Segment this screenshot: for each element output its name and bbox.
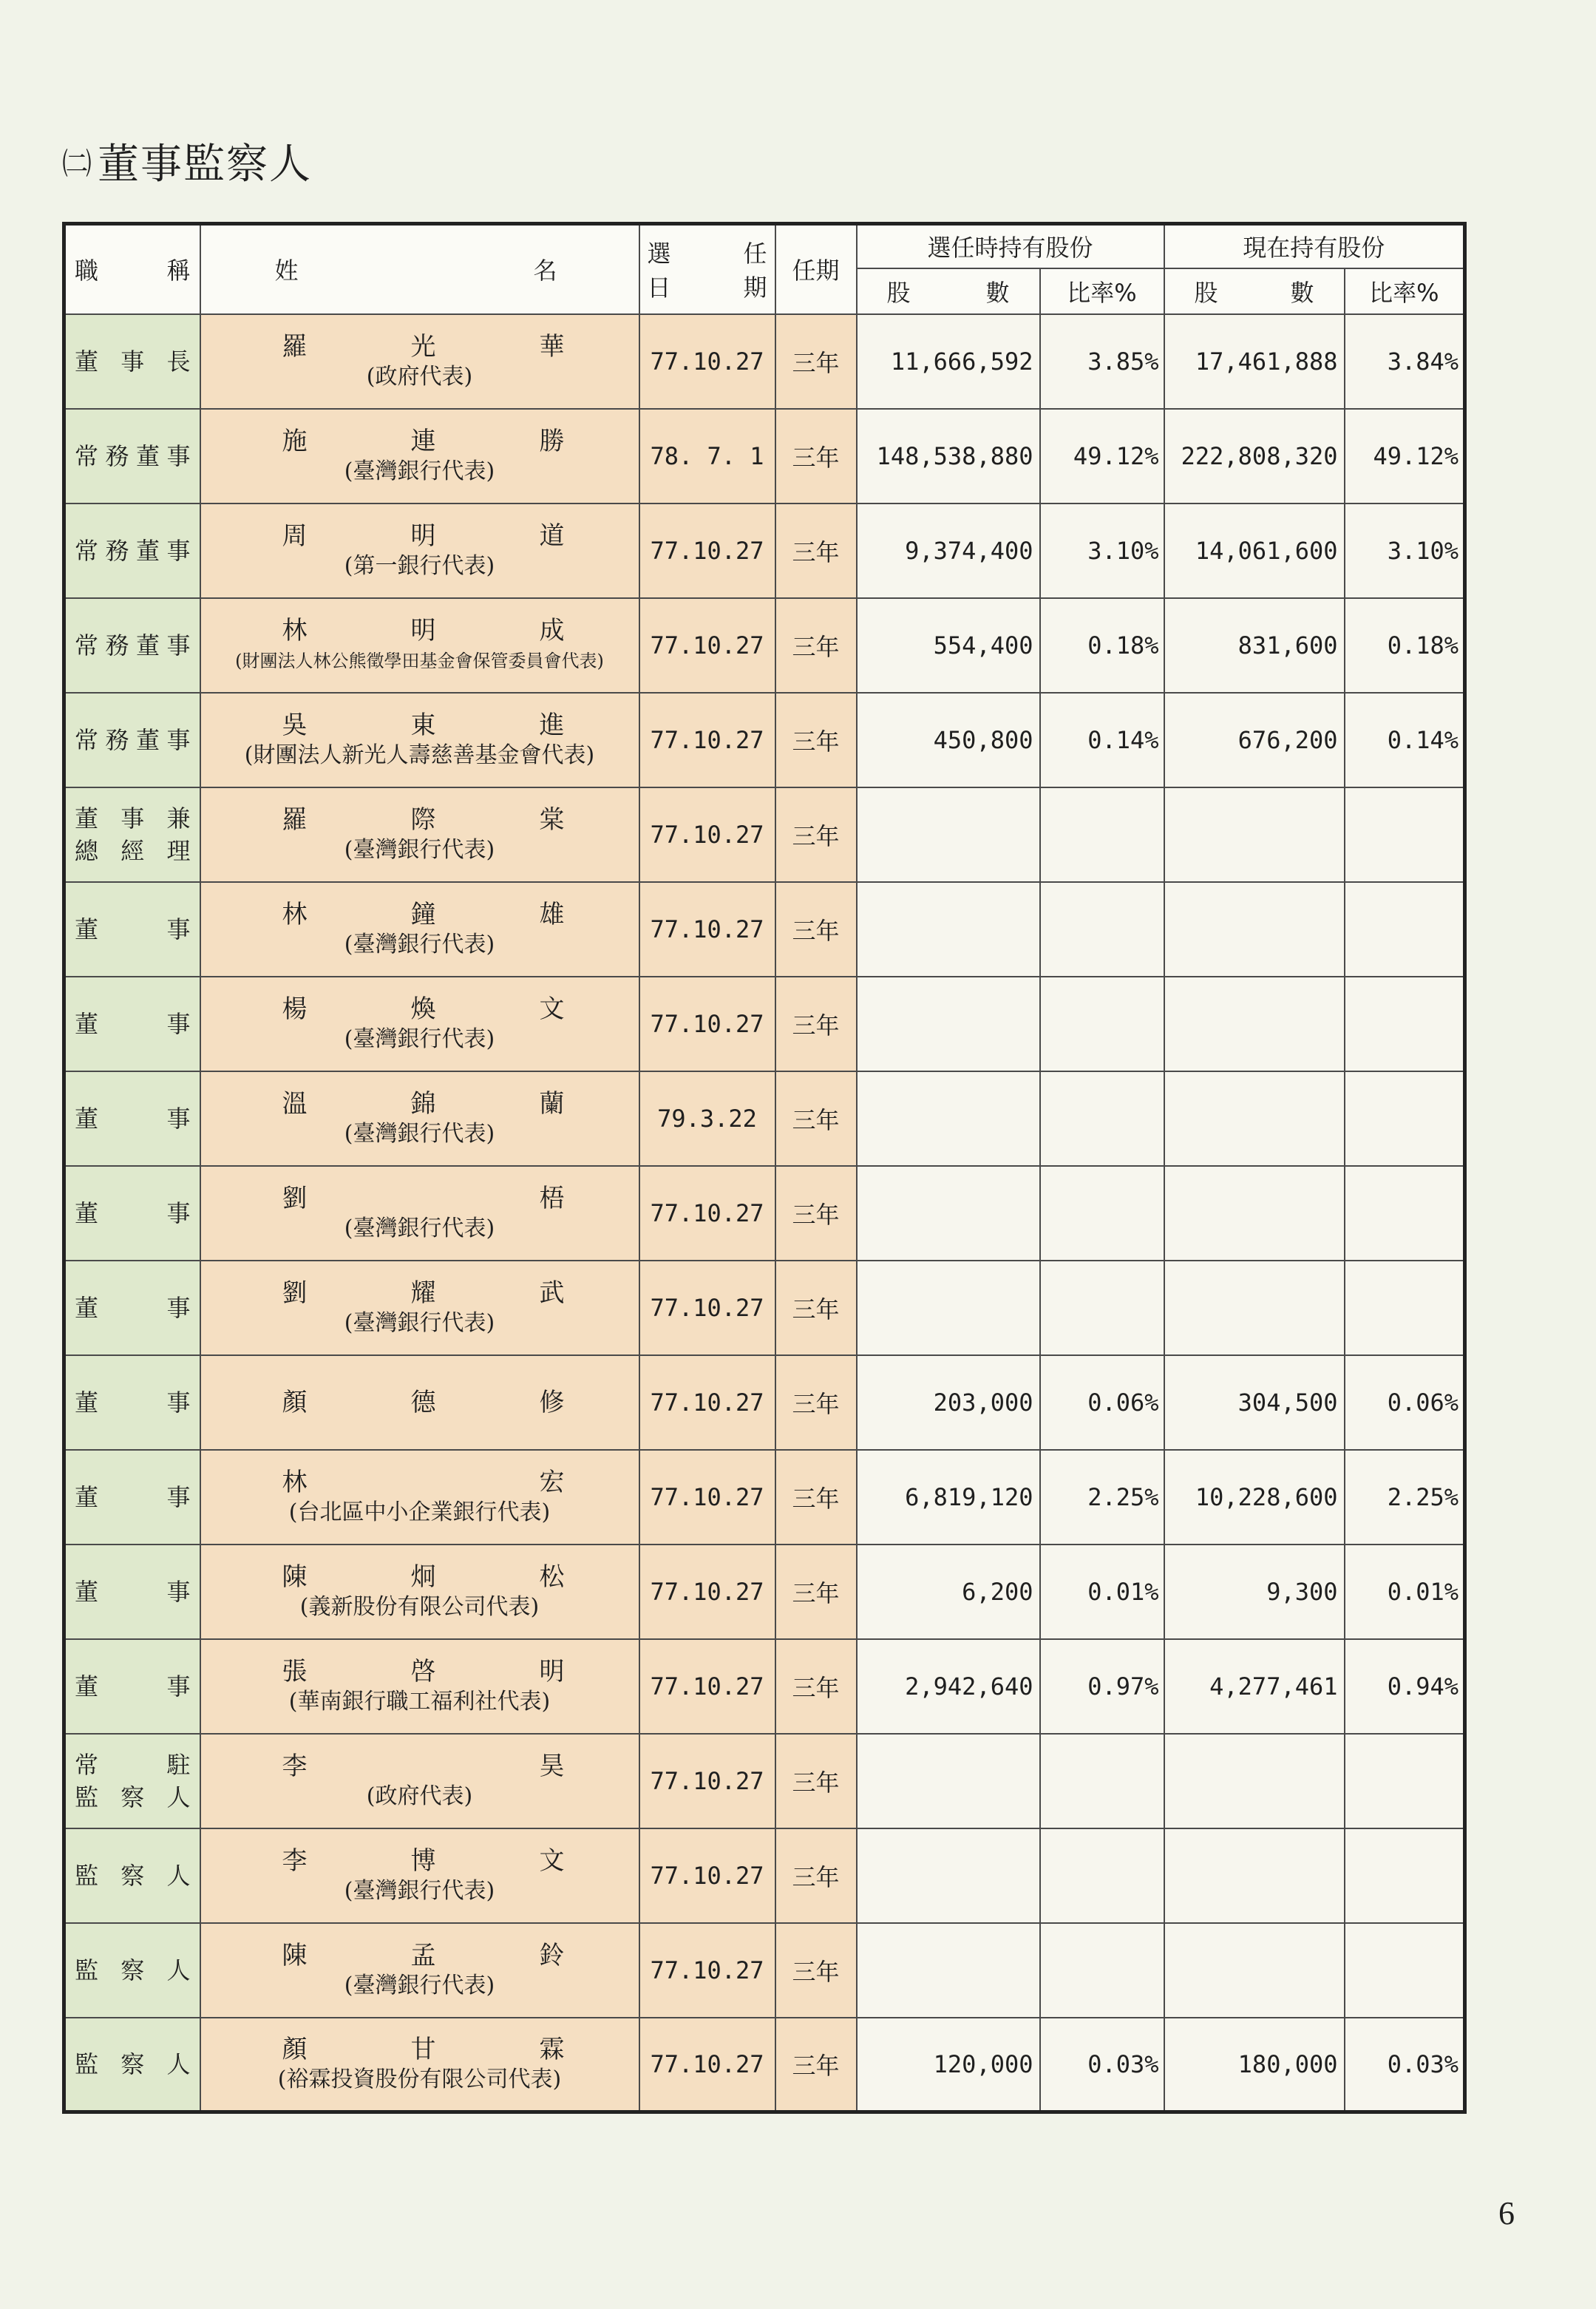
- name-chars: 顏 甘 霖: [282, 2034, 565, 2064]
- representation-note: (政府代表): [366, 1783, 473, 1809]
- election-shares: 6,200: [857, 1545, 1040, 1639]
- table-row: [64, 409, 1465, 503]
- name-chars: 林 鐘 雄: [282, 899, 565, 929]
- name-chars: 張 啓 明: [282, 1656, 565, 1686]
- current-shares: [1164, 1923, 1345, 2018]
- section-heading: [62, 132, 312, 191]
- header-title: 職 稱: [64, 224, 200, 314]
- representation-note: (政府代表): [366, 363, 473, 390]
- header-date: 選 任 日 期: [639, 224, 775, 314]
- table-body: [64, 314, 1465, 2112]
- term-length: 三年: [775, 882, 857, 977]
- election-ratio: 0.14%: [1040, 693, 1164, 787]
- election-shares: [857, 1923, 1040, 2018]
- header-current-ratio: 比率%: [1345, 268, 1465, 314]
- header-term: 任期: [775, 224, 857, 314]
- table-row: [64, 1071, 1465, 1166]
- person-name: [200, 787, 639, 882]
- election-ratio: [1040, 977, 1164, 1071]
- position-title: 董 事 兼 總 經 理: [64, 787, 200, 882]
- current-ratio: [1345, 1828, 1465, 1923]
- election-ratio: 0.03%: [1040, 2018, 1164, 2112]
- current-shares: [1164, 1071, 1345, 1166]
- term-length: 三年: [775, 1261, 857, 1355]
- election-ratio: [1040, 1828, 1164, 1923]
- name-chars: 溫 錦 蘭: [282, 1088, 565, 1119]
- election-date: 77.10.27: [639, 2018, 775, 2112]
- election-date: 77.10.27: [639, 787, 775, 882]
- election-ratio: [1040, 1261, 1164, 1355]
- name-chars: 顏 德 修: [282, 1387, 565, 1417]
- position-title: 董 事: [64, 1355, 200, 1450]
- current-ratio: 0.18%: [1345, 598, 1465, 693]
- person-name: [200, 1166, 639, 1261]
- name-chars: 劉 梧: [282, 1183, 565, 1213]
- position-title: 常 務 董 事: [64, 693, 200, 787]
- table-row: [64, 2018, 1465, 2112]
- term-length: 三年: [775, 1923, 857, 2018]
- election-date: 77.10.27: [639, 977, 775, 1071]
- name-chars: 李 博 文: [282, 1845, 565, 1876]
- person-name: [200, 1828, 639, 1923]
- election-shares: 554,400: [857, 598, 1040, 693]
- representation-note: (義新股份有限公司代表): [299, 1593, 540, 1620]
- representation-note: (台北區中小企業銀行代表): [288, 1499, 551, 1525]
- name-chars: 楊 煥 文: [282, 994, 565, 1024]
- election-date: 77.10.27: [639, 1734, 775, 1828]
- position-title: 常 駐 監 察 人: [64, 1734, 200, 1828]
- election-shares: [857, 882, 1040, 977]
- table-row: [64, 977, 1465, 1071]
- position-title: 董 事: [64, 1545, 200, 1639]
- person-name: [200, 1639, 639, 1734]
- current-shares: 676,200: [1164, 693, 1345, 787]
- election-ratio: 0.06%: [1040, 1355, 1164, 1450]
- position-title: 董 事: [64, 1450, 200, 1545]
- current-ratio: 0.01%: [1345, 1545, 1465, 1639]
- current-shares: 180,000: [1164, 2018, 1345, 2112]
- representation-note: (裕霖投資股份有限公司代表): [277, 2066, 562, 2092]
- election-ratio: 49.12%: [1040, 409, 1164, 503]
- current-ratio: [1345, 1923, 1465, 2018]
- name-chars: 陳 炯 松: [282, 1562, 565, 1592]
- header-election-shares: 股 數: [857, 268, 1040, 314]
- election-date: 77.10.27: [639, 1639, 775, 1734]
- current-ratio: 3.10%: [1345, 503, 1465, 598]
- current-ratio: [1345, 1261, 1465, 1355]
- name-chars: 劉 耀 武: [282, 1278, 565, 1308]
- name-chars: 吳 東 進: [282, 710, 565, 740]
- person-name: [200, 1355, 639, 1450]
- name-chars: 林 明 成: [282, 615, 565, 645]
- person-name: [200, 693, 639, 787]
- current-shares: 304,500: [1164, 1355, 1345, 1450]
- term-length: 三年: [775, 693, 857, 787]
- position-title: 常 務 董 事: [64, 409, 200, 503]
- term-length: 三年: [775, 598, 857, 693]
- election-date: 78. 7. 1: [639, 409, 775, 503]
- election-date: 77.10.27: [639, 882, 775, 977]
- election-shares: 9,374,400: [857, 503, 1040, 598]
- current-ratio: [1345, 1734, 1465, 1828]
- table-row: [64, 1639, 1465, 1734]
- current-shares: 831,600: [1164, 598, 1345, 693]
- term-length: 三年: [775, 1355, 857, 1450]
- position-title: 董 事: [64, 1071, 200, 1166]
- current-shares: [1164, 977, 1345, 1071]
- election-date: 77.10.27: [639, 1923, 775, 2018]
- name-chars: 羅 光 華: [282, 331, 565, 362]
- term-length: 三年: [775, 1545, 857, 1639]
- table-row: [64, 1355, 1465, 1450]
- election-date: 77.10.27: [639, 503, 775, 598]
- table-row: [64, 882, 1465, 977]
- person-name: [200, 503, 639, 598]
- header-name: 姓 名: [200, 224, 639, 314]
- election-shares: [857, 1071, 1040, 1166]
- election-date: 79.3.22: [639, 1071, 775, 1166]
- header-current: 現在持有股份: [1164, 224, 1465, 268]
- representation-note: (第一銀行代表): [344, 552, 495, 579]
- election-shares: [857, 977, 1040, 1071]
- election-ratio: [1040, 787, 1164, 882]
- name-chars: 陳 孟 鈴: [282, 1940, 565, 1970]
- representation-note: (財團法人新光人壽慈善基金會代表): [244, 742, 595, 768]
- person-name: [200, 314, 639, 409]
- table-row: [64, 1450, 1465, 1545]
- current-ratio: 0.94%: [1345, 1639, 1465, 1734]
- table-row: [64, 314, 1465, 409]
- table-row: [64, 1261, 1465, 1355]
- term-length: 三年: [775, 787, 857, 882]
- current-shares: [1164, 1166, 1345, 1261]
- election-shares: [857, 1261, 1040, 1355]
- election-ratio: [1040, 1734, 1164, 1828]
- term-length: 三年: [775, 977, 857, 1071]
- election-ratio: 2.25%: [1040, 1450, 1164, 1545]
- election-ratio: [1040, 1071, 1164, 1166]
- current-shares: 9,300: [1164, 1545, 1345, 1639]
- representation-note: (臺灣銀行代表): [344, 1309, 495, 1336]
- term-length: 三年: [775, 2018, 857, 2112]
- position-title: 董 事 長: [64, 314, 200, 409]
- table-row: [64, 1828, 1465, 1923]
- election-ratio: 0.18%: [1040, 598, 1164, 693]
- current-shares: [1164, 787, 1345, 882]
- current-ratio: [1345, 1166, 1465, 1261]
- current-ratio: 0.14%: [1345, 693, 1465, 787]
- position-title: 監 察 人: [64, 1923, 200, 2018]
- election-date: 77.10.27: [639, 1545, 775, 1639]
- name-chars: 羅 際 棠: [282, 804, 565, 835]
- election-shares: 11,666,592: [857, 314, 1040, 409]
- current-ratio: 3.84%: [1345, 314, 1465, 409]
- current-ratio: 2.25%: [1345, 1450, 1465, 1545]
- current-ratio: 0.03%: [1345, 2018, 1465, 2112]
- representation-note: (臺灣銀行代表): [344, 1120, 495, 1147]
- term-length: 三年: [775, 409, 857, 503]
- representation-note: (臺灣銀行代表): [344, 1215, 495, 1241]
- position-title: 監 察 人: [64, 2018, 200, 2112]
- table-row: [64, 1166, 1465, 1261]
- current-shares: [1164, 1261, 1345, 1355]
- election-ratio: 3.10%: [1040, 503, 1164, 598]
- current-ratio: [1345, 1071, 1465, 1166]
- header-at-election: 選任時持有股份: [857, 224, 1164, 268]
- table-row: [64, 503, 1465, 598]
- current-ratio: 0.06%: [1345, 1355, 1465, 1450]
- term-length: 三年: [775, 1166, 857, 1261]
- table-row: [64, 1545, 1465, 1639]
- current-shares: 10,228,600: [1164, 1450, 1345, 1545]
- person-name: [200, 882, 639, 977]
- term-length: 三年: [775, 503, 857, 598]
- term-length: 三年: [775, 1734, 857, 1828]
- term-length: 三年: [775, 1639, 857, 1734]
- term-length: 三年: [775, 1071, 857, 1166]
- section-heading-mark: ㈡: [62, 147, 93, 181]
- election-shares: 450,800: [857, 693, 1040, 787]
- term-length: 三年: [775, 314, 857, 409]
- election-date: 77.10.27: [639, 1450, 775, 1545]
- election-date: 77.10.27: [639, 598, 775, 693]
- election-date: 77.10.27: [639, 1166, 775, 1261]
- person-name: [200, 1450, 639, 1545]
- election-shares: 120,000: [857, 2018, 1040, 2112]
- page-number: 6: [1498, 2195, 1515, 2231]
- current-shares: 17,461,888: [1164, 314, 1345, 409]
- election-shares: 2,942,640: [857, 1639, 1040, 1734]
- election-shares: 148,538,880: [857, 409, 1040, 503]
- representation-note: (臺灣銀行代表): [344, 1877, 495, 1904]
- election-ratio: [1040, 1923, 1164, 2018]
- representation-note: (臺灣銀行代表): [344, 1025, 495, 1052]
- representation-note: (臺灣銀行代表): [344, 1972, 495, 1998]
- current-ratio: [1345, 977, 1465, 1071]
- person-name: [200, 1261, 639, 1355]
- election-ratio: 0.97%: [1040, 1639, 1164, 1734]
- current-ratio: 49.12%: [1345, 409, 1465, 503]
- person-name: [200, 598, 639, 693]
- position-title: 董 事: [64, 1639, 200, 1734]
- election-ratio: [1040, 1166, 1164, 1261]
- position-title: 董 事: [64, 1166, 200, 1261]
- election-shares: 203,000: [857, 1355, 1040, 1450]
- position-title: 董 事: [64, 882, 200, 977]
- election-date: 77.10.27: [639, 1355, 775, 1450]
- table-row: [64, 693, 1465, 787]
- current-shares: 4,277,461: [1164, 1639, 1345, 1734]
- person-name: [200, 409, 639, 503]
- representation-note: (財團法人林公熊徵學田基金會保管委員會代表): [235, 650, 604, 671]
- table-row: [64, 1923, 1465, 2018]
- election-date: 77.10.27: [639, 1261, 775, 1355]
- table-row: [64, 598, 1465, 693]
- election-date: 77.10.27: [639, 314, 775, 409]
- current-ratio: [1345, 882, 1465, 977]
- current-shares: [1164, 882, 1345, 977]
- person-name: [200, 977, 639, 1071]
- directors-supervisors-table: [62, 222, 1467, 2114]
- position-title: 常 務 董 事: [64, 598, 200, 693]
- table-row: [64, 787, 1465, 882]
- current-shares: 14,061,600: [1164, 503, 1345, 598]
- election-ratio: 3.85%: [1040, 314, 1164, 409]
- person-name: [200, 1071, 639, 1166]
- person-name: [200, 1734, 639, 1828]
- term-length: 三年: [775, 1450, 857, 1545]
- current-ratio: [1345, 787, 1465, 882]
- election-date: 77.10.27: [639, 1828, 775, 1923]
- person-name: [200, 1923, 639, 2018]
- current-shares: 222,808,320: [1164, 409, 1345, 503]
- person-name: [200, 2018, 639, 2112]
- table-row: [64, 1734, 1465, 1828]
- name-chars: 林 宏: [282, 1467, 565, 1497]
- election-date: 77.10.27: [639, 693, 775, 787]
- representation-note: (臺灣銀行代表): [344, 458, 495, 484]
- election-shares: [857, 1166, 1040, 1261]
- header-current-shares: 股 數: [1164, 268, 1345, 314]
- representation-note: (臺灣銀行代表): [344, 931, 495, 957]
- name-chars: 李 昊: [282, 1751, 565, 1781]
- election-shares: [857, 1828, 1040, 1923]
- name-chars: 施 連 勝: [282, 426, 565, 456]
- term-length: 三年: [775, 1828, 857, 1923]
- current-shares: [1164, 1734, 1345, 1828]
- representation-note: (華南銀行職工福利社代表): [288, 1688, 551, 1715]
- position-title: 監 察 人: [64, 1828, 200, 1923]
- person-name: [200, 1545, 639, 1639]
- representation-note: (臺灣銀行代表): [344, 836, 495, 863]
- election-shares: [857, 787, 1040, 882]
- election-ratio: [1040, 882, 1164, 977]
- position-title: 常 務 董 事: [64, 503, 200, 598]
- position-title: 董 事: [64, 977, 200, 1071]
- position-title: 董 事: [64, 1261, 200, 1355]
- section-heading-text: 董事監察人: [98, 140, 312, 189]
- current-shares: [1164, 1828, 1345, 1923]
- header-election-ratio: 比率%: [1040, 268, 1164, 314]
- name-chars: 周 明 道: [282, 521, 565, 551]
- header-row-top: [64, 224, 1465, 268]
- election-shares: [857, 1734, 1040, 1828]
- election-ratio: 0.01%: [1040, 1545, 1164, 1639]
- election-shares: 6,819,120: [857, 1450, 1040, 1545]
